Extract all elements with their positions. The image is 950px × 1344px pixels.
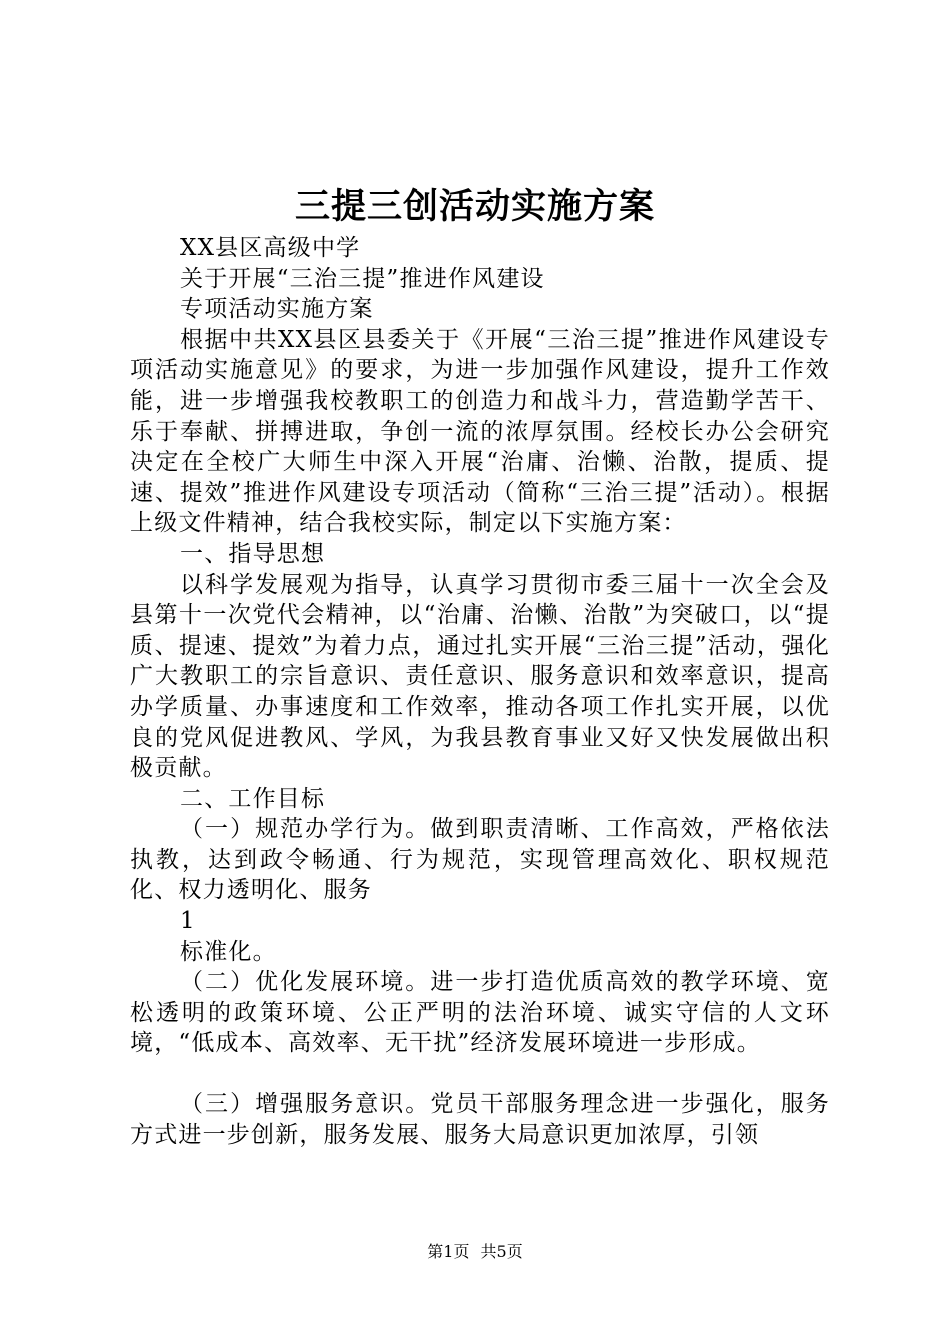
section-heading-1: 一、指导思想 — [180, 540, 326, 567]
subtitle-line-2: 专项活动实施方案 — [180, 296, 374, 323]
goal-paragraph-1: （一）规范办学行为。做到职责清晰、工作高效，严格依法执教，达到政令畅通、行为规范，实现管理高效化、职权规范化、权力透明化、服务 — [130, 816, 830, 904]
section-heading-2: 二、工作目标 — [180, 785, 326, 812]
goal-paragraph-1-continued: 标准化。 — [180, 938, 277, 965]
document-body — [130, 233, 830, 1150]
intro-paragraph: 根据中共XX县区县委关于《开展“三治三提”推进作风建设专项活动实施意见》的要求，为进一步加强作风建设，提升工作效能，进一步增强我校教职工的创造力和战斗力，营造勤学苦干、乐于奉献、拼搏进取，争创一流的浓厚氛围。经校长办公会研究决定在全校广大师生中深入开展“治庸、治懒、治散，提质、提速、提效”推进作风建设专项活动（简称“三治三提”活动）。根据上级文件精神，结合我校实际，制定以下实施方案： — [130, 326, 830, 537]
subtitle-line-1: 关于开展“三治三提”推进作风建设 — [180, 265, 545, 292]
page-footer: 第1页 共5页 — [427, 1242, 523, 1261]
guiding-thought-paragraph: 以科学发展观为指导，认真学习贯彻市委三届十一次全会及县第十一次党代会精神，以“治庸、治懒、治散”为突破口，以“提质、提速、提效”为着力点，通过扎实开展“三治三提”活动，强化广大教职工的宗旨意识、责任意识、服务意识和效率意识，提高办学质量、办事速度和工作效率，推动各项工作扎实开展，以优良的党风促进教风、学风，为我县教育事业又好又快发展做出积极贡献。 — [130, 571, 830, 782]
school-name-line: XX县区高级中学 — [180, 235, 361, 261]
goal-paragraph-3: （三）增强服务意识。党员干部服务理念进一步强化，服务方式进一步创新，服务发展、服务大局意识更加浓厚，引领 — [130, 1091, 830, 1148]
goal-paragraph-2: （二）优化发展环境。进一步打造优质高效的教学环境、宽松透明的政策环境、公正严明的法治环境、诚实守信的人文环境，“低成本、高效率、无干扰”经济发展环境进一步形成。 — [130, 969, 830, 1057]
page-number-marker: 1 — [180, 908, 196, 935]
document-title: 三提三创活动实施方案 — [294, 186, 655, 227]
